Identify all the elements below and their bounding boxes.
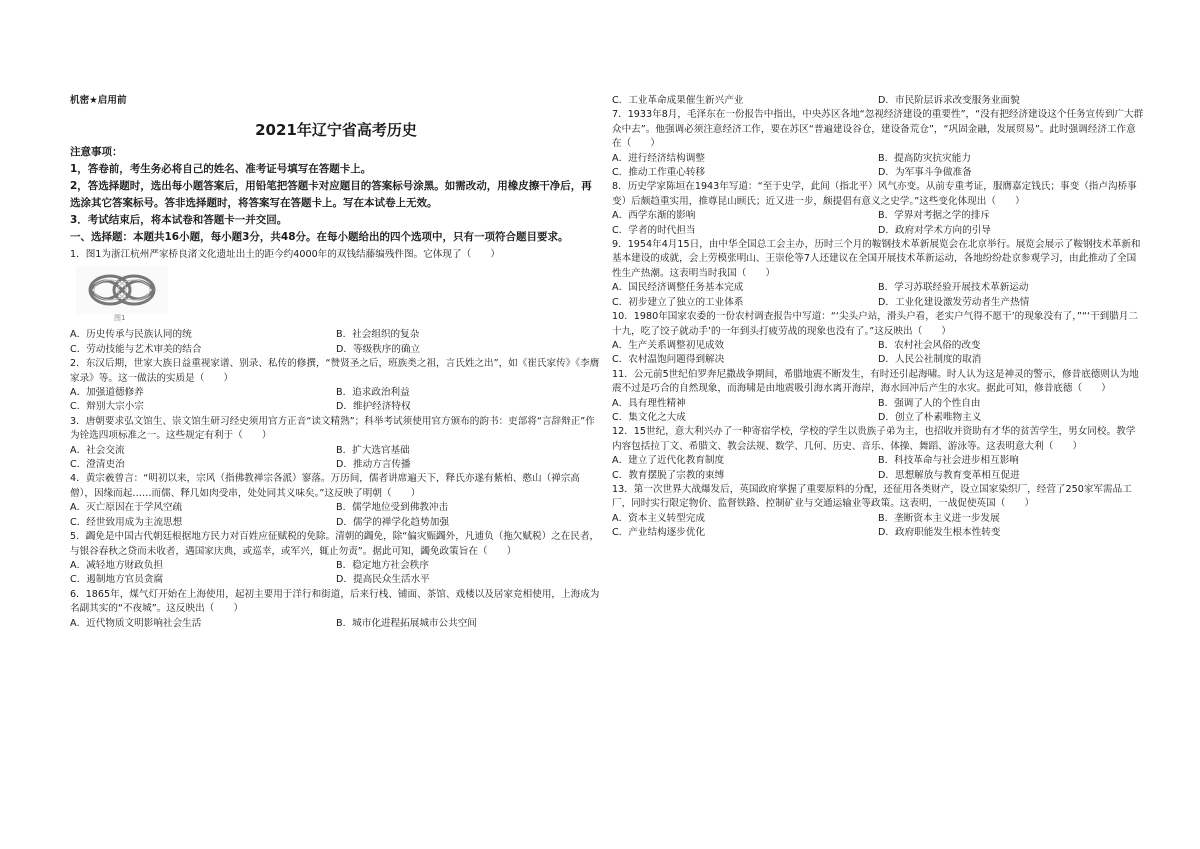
options <box>612 397 1144 426</box>
option-c: C．澄清吏治 <box>70 459 125 471</box>
options <box>612 454 1144 483</box>
notes-heading: 注意事项： <box>70 146 123 158</box>
question-1 <box>70 248 602 357</box>
question-9 <box>612 238 1144 310</box>
question-4 <box>70 472 602 530</box>
option-b: B．城市化进程拓展城市公共空间 <box>336 617 477 629</box>
option-b: B．稳定地方社会秩序 <box>336 559 429 571</box>
options <box>612 339 1144 368</box>
option-a: A．历史传承与民族认同的统 <box>70 329 192 341</box>
question-6 <box>70 588 602 631</box>
rattan-knot-figure <box>76 266 168 324</box>
option-c: C．遏制地方官员贪腐 <box>70 574 164 586</box>
option-b: B．学界对考据之学的排斥 <box>878 210 991 222</box>
question-13 <box>612 483 1144 541</box>
option-d: D．市民阶层诉求改变服务业面貌 <box>878 95 1020 106</box>
option-c: C．经世致用成为主流思想 <box>70 516 183 528</box>
option-c: C．初步建立了独立的工业体系 <box>612 296 744 308</box>
option-d: D．政府职能发生根本性转变 <box>878 527 1001 539</box>
option-d: D．提高民众生活水平 <box>336 574 430 586</box>
left-column <box>70 0 602 631</box>
option-a: A．加强道德修养 <box>70 387 144 399</box>
options <box>612 512 1144 541</box>
option-d: D．儒学的禅学化趋势加强 <box>336 516 449 528</box>
options <box>70 559 602 588</box>
question-stem: 6．1865年，煤气灯开始在上海使用，起初主要用于洋行和街道，后来行栈、铺面、茶馆、戏楼以及居家竞相使用，上海成为名副其实的“不夜城”。这反映出（ ） <box>70 588 600 615</box>
option-a: A．社会交流 <box>70 444 125 456</box>
option-b: B．扩大选官基础 <box>336 444 410 456</box>
option-c: C．学者的时代担当 <box>612 224 696 236</box>
option-a: A．建立了近代化教育制度 <box>612 455 725 467</box>
option-c: C．教育摆脱了宗教的束缚 <box>612 469 725 481</box>
option-d: D．维护经济特权 <box>336 401 411 413</box>
note-item: 3．考试结束后，将本试卷和答题卡一并交回。 <box>70 214 288 226</box>
figure-caption: 图1 <box>114 314 126 323</box>
option-c: C．工业革命成果催生新兴产业 <box>612 95 744 106</box>
option-c: C．辩别大宗小宗 <box>70 401 144 413</box>
option-a: A．具有理性精神 <box>612 397 686 409</box>
exam-title: 2021年辽宁省高考历史 <box>255 121 417 139</box>
option-c: C．推动工作重心转移 <box>612 167 706 179</box>
option-b: B．科技革命与社会进步相互影响 <box>878 455 1019 467</box>
options <box>612 152 1144 181</box>
options <box>612 94 1144 108</box>
options <box>70 386 602 415</box>
options <box>70 501 602 530</box>
option-b: B．追求政治利益 <box>336 387 410 399</box>
option-b: B．农村社会风俗的改变 <box>878 339 981 351</box>
question-stem: 13．第一次世界大战爆发后，英国政府掌握了重要原料的分配，还征用各类财产，设立国家染织厂，经营了250家军需品工厂，同时实行限定物价、监督铁路、控制矿业与交通运输业等政策。这表明，一战促使英国（ ） <box>612 483 1132 510</box>
option-b: B．垄断资本主义进一步发展 <box>878 512 1000 524</box>
question-3 <box>70 415 602 473</box>
question-5 <box>70 530 602 588</box>
question-stem: 9．1954年4月15日，由中华全国总工会主办，历时三个月的鞍钢技术革新展览会在北京举行。展览会展示了鞍钢技术革新和基本建设的成就，会上劳模张明山、王崇伦等7人还建议在全国开展技术革新运动，各地纷纷赴京参观学习，由此推动了全国性生产热潮。这表明当时我国（ ） <box>612 239 1141 279</box>
option-b: B．儒学地位受到佛教冲击 <box>336 502 449 514</box>
question-stem: 8．历史学家陈垣在1943年写道：“至于史学，此间（指北平）风气亦变。从前专重考证，服膺嘉定钱氏；事变（指卢沟桥事变）后颇趋重实用，推尊昆山顾氏；近又进一步，颇提倡有意义之史学。”这些变化体现出（ ） <box>612 181 1137 207</box>
option-c: C．农村温饱问题得到解决 <box>612 354 725 366</box>
question-stem: 1．图1为浙江杭州严家桥良渚文化遗址出土的距今约4000年的双钱结藤编残件图。它体现了（ ） <box>70 249 500 260</box>
question-2 <box>70 357 602 415</box>
section-heading: 一、选择题：本题共16小题，每小题3分，共48分。在每小题给出的四个选项中，只有一项符合题目要求。 <box>70 231 569 243</box>
question-stem: 4．黄宗羲曾言：“明初以来，宗风（指佛教禅宗各派）寥落。万历间，儒者讲席遍天下，释氏亦遂有紫柏、憨山（禅宗高僧），因缘而起……而儒、释几如肉受串，处处同其义味矣。”这反映了明朝（ ） <box>70 473 580 499</box>
option-d: D．创立了朴素唯物主义 <box>878 411 982 423</box>
option-a: A．西学东渐的影响 <box>612 210 696 222</box>
question-stem: 7．1933年8月，毛泽东在一份报告中指出，中央苏区各地“忽视经济建设的重要性”，“没有把经济建设这个任务宣传到广大群众中去”。他强调必须注意经济工作，要在苏区“普遍建设谷仓，建设备荒仓”，“巩固金融，发展贸易”。此时强调经济工作意在（ ） <box>612 109 1144 150</box>
right-column <box>612 94 1144 541</box>
question-7 <box>612 108 1144 180</box>
question-stem: 5．蠲免是中国古代朝廷根据地方民力对百姓应征赋税的免除。清朝的蠲免，除“偏灾赈蠲外，凡逋负（拖欠赋税）之在民者，与银谷春秋之贷而未收者，遇国家庆典，或巡幸，或军兴，辄止勿责”。据此可知，蠲免政策旨在（ ） <box>70 531 600 557</box>
option-b: B．学习苏联经验开展技术革新运动 <box>878 282 1029 294</box>
question-stem: 2．东汉后期，世家大族日益重视家谱、别录、私传的修撰，“赞贤圣之后，班族类之祖，言氏姓之出”，如《崔氏家传》《李膺家录》等。这一做法的实质是（ ） <box>70 358 600 384</box>
double-coin-knot-image <box>76 266 168 314</box>
question-8 <box>612 180 1144 238</box>
options <box>70 444 602 473</box>
option-d: D．人民公社制度的取消 <box>878 354 982 366</box>
option-d: D．为军事斗争做准备 <box>878 167 972 179</box>
question-12 <box>612 425 1144 483</box>
option-c: C．集文化之大成 <box>612 411 686 423</box>
options <box>612 209 1144 238</box>
question-stem: 11．公元前5世纪伯罗奔尼撒战争期间，希腊地震不断发生，有时还引起海啸。时人认为这是神灵的警示，修昔底德则认为地震不过是巧合的自然现象，而海啸是由地震吸引海水离开海岸，海水回冲后产生的水灾。据此可知，修昔底德（ ） <box>612 368 1139 395</box>
option-d: D．工业化建设激发劳动者生产热情 <box>878 296 1030 308</box>
option-a: A．国民经济调整任务基本完成 <box>612 282 744 294</box>
option-a: A．进行经济结构调整 <box>612 152 705 164</box>
options <box>70 328 602 357</box>
note-item: 1，答卷前，考生务必将自己的姓名、准考证号填写在答题卡上。 <box>70 163 372 175</box>
options <box>612 281 1144 310</box>
option-a: A．减轻地方财政负担 <box>70 559 163 571</box>
options <box>70 617 602 631</box>
confidential-note: 机密★启用前 <box>70 95 127 106</box>
option-d: D．思想解放与教育变革相互促进 <box>878 469 1020 481</box>
question-6-continued <box>612 94 1144 108</box>
question-stem: 12．15世纪，意大利兴办了一种寄宿学校，学校的学生以贵族子弟为主，也招收并资助有才华的贫苦学生，男女同校。教学内容包括拉丁文、希腊文、教会法规、数学、几何、历史、音乐、体操、舞蹈、游泳等。这表明意大利（ ） <box>612 426 1136 452</box>
option-b: B．提高防灾抗灾能力 <box>878 152 971 164</box>
option-a: A．生产关系调整初见成效 <box>612 339 725 351</box>
option-a: A．资本主义转型完成 <box>612 512 705 524</box>
note-item: 2，答选择题时，选出每小题答案后，用铅笔把答题卡对应题目的答案标号涂黑。如需改动，用橡皮擦干净后，再选涂其它答案标号。答非选择题时，将答案写在答题卡上。写在本试卷上无效。 <box>70 180 592 209</box>
option-a: A．灭亡原因在于学风空疏 <box>70 502 183 514</box>
option-d: D．推动方言传播 <box>336 459 411 471</box>
option-b: B．强调了人的个性自由 <box>878 397 981 409</box>
question-10 <box>612 310 1144 368</box>
question-stem: 10．1980年国家农委的一份农村调查报告中写道：“‘尖头户站，滑头户看，老实户气得不愿干’的现象没有了，”“‘干到腊月二十九，吃了饺子就动手’的一年到头打疲劳战的现象也没有了。”这反映出（ ） <box>612 311 1138 337</box>
option-d: D．政府对学术方向的引导 <box>878 224 991 236</box>
option-c: C．劳动技能与艺术审美的结合 <box>70 343 202 355</box>
option-c: C．产业结构逐步优化 <box>612 527 706 539</box>
question-stem: 3．唐朝要求弘文馆生、崇文馆生研习经史须用官方正音“读文精熟”；科举考试须使用官方颁布的韵书：吏部将“言辞辩正”作为铨选四项标准之一。这些规定有利于（ ） <box>70 415 595 442</box>
option-b: B．社会组织的复杂 <box>336 329 420 341</box>
question-11 <box>612 368 1144 426</box>
option-d: D．等级秩序的确立 <box>336 343 421 355</box>
option-a: A．近代物质文明影响社会生活 <box>70 617 202 629</box>
